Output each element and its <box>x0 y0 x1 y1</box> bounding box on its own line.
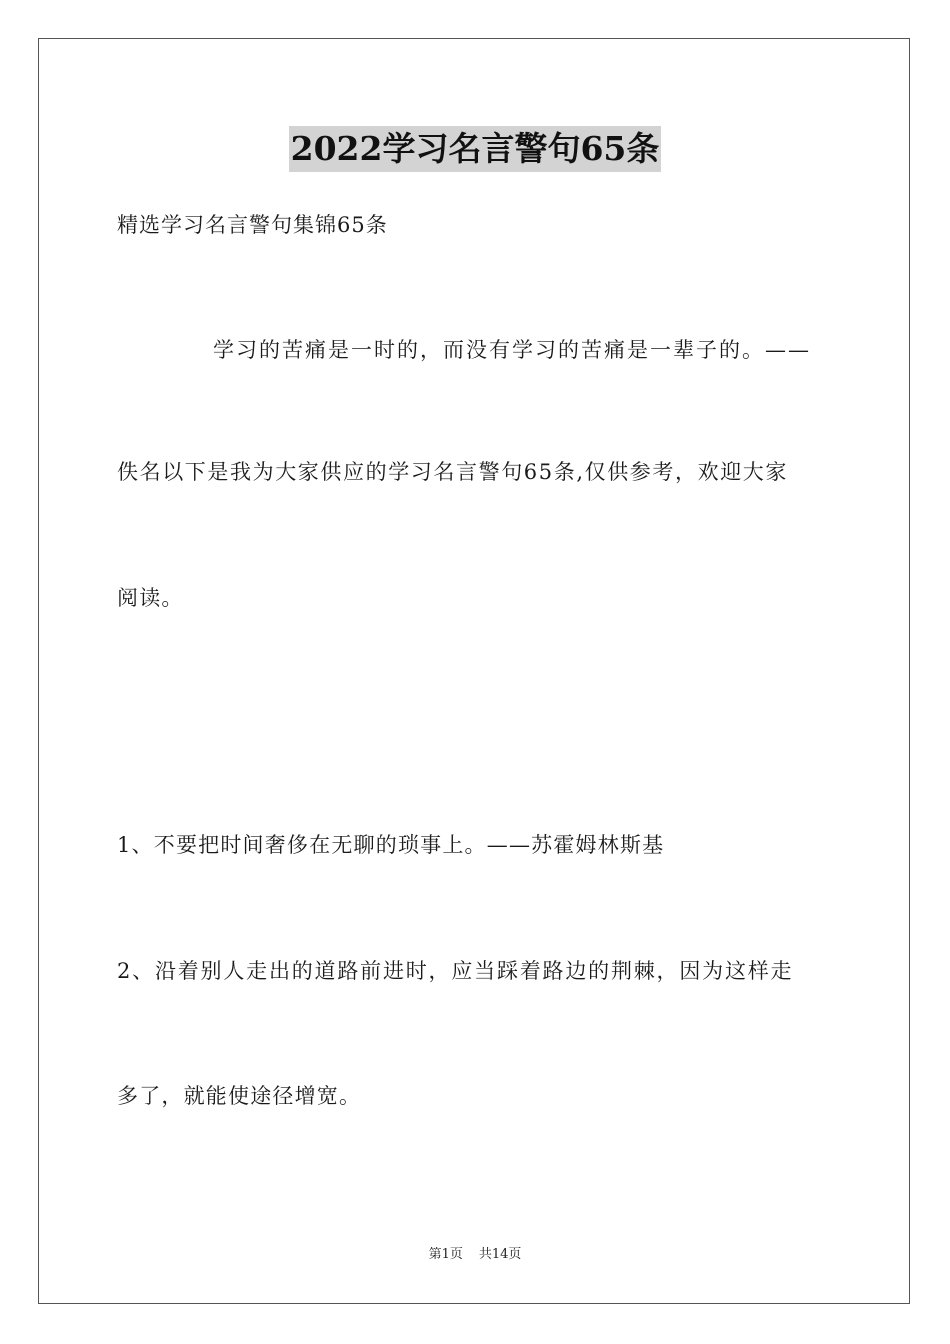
intro-line-1: 学习的苦痛是一时的，而没有学习的苦痛是一辈子的。—— <box>213 338 811 362</box>
quote-2-line-2: 多了，就能使途径增宽。 <box>117 1084 362 1108</box>
title-container <box>0 126 950 172</box>
document-subtitle: 精选学习名言警句集锦65条 <box>117 213 388 237</box>
intro-line-3: 阅读。 <box>117 586 184 610</box>
document-title: 2022学习名言警句65条 <box>289 126 662 172</box>
intro-line-2: 佚名以下是我为大家供应的学习名言警句65条,仅供参考，欢迎大家 <box>117 460 788 484</box>
page-footer <box>0 1246 950 1264</box>
quote-2-line-1: 2、沿着别人走出的道路前进时，应当踩着路边的荆棘，因为这样走 <box>117 959 794 983</box>
quote-1: 1、不要把时间奢侈在无聊的琐事上。——苏霍姆林斯基 <box>117 833 665 857</box>
page-number: 第1页 <box>428 1247 463 1262</box>
page-total: 共14页 <box>478 1247 522 1262</box>
